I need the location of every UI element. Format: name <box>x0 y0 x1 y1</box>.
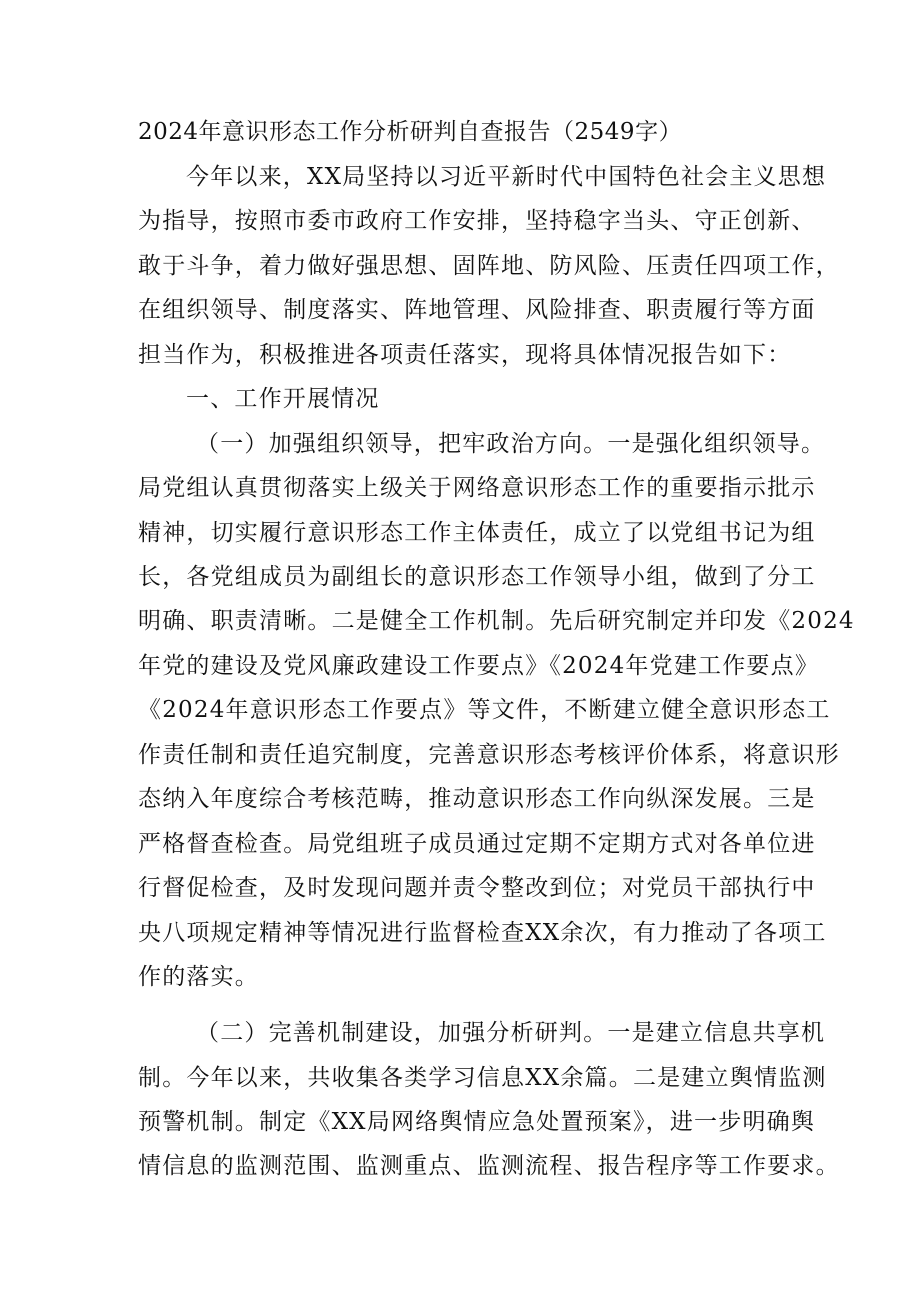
paragraph-line: 为指导，按照市委市政府工作安排，坚持稳字当头、守正创新、 <box>138 208 816 234</box>
paragraph-line: 情信息的监测范围、监测重点、监测流程、报告程序等工作要求。 <box>138 1153 840 1179</box>
section-heading: 一、工作开展情况 <box>186 386 380 412</box>
paragraph-line: （一）加强组织领导，把牢政治方向。一是强化组织领导。 <box>196 431 826 457</box>
paragraph-line: 年党的建设及党风廉政建设工作要点》《2024年党建工作要点》 <box>138 653 820 679</box>
paragraph-line: 《2024年意识形态工作要点》等文件，不断建立健全意识形态工 <box>138 697 831 723</box>
paragraph-line: 精神，切实履行意识形态工作主体责任，成立了以党组书记为组 <box>138 520 816 546</box>
document-title: 2024年意识形态工作分析研判自查报告（2549字） <box>138 119 683 145</box>
paragraph-line: 明确、职责清晰。二是健全工作机制。先后研究制定并印发《2024 <box>138 608 855 634</box>
paragraph-line: 在组织领导、制度落实、阵地管理、风险排查、职责履行等方面 <box>138 297 816 323</box>
paragraph-line: 敢于斗争，着力做好强思想、固阵地、防风险、压责任四项工作， <box>138 253 840 279</box>
paragraph-line: 局党组认真贯彻落实上级关于网络意识形态工作的重要指示批示 <box>138 475 816 501</box>
paragraph-line: 长，各党组成员为副组长的意识形态工作领导小组，做到了分工 <box>138 564 816 590</box>
paragraph-line: 态纳入年度综合考核范畴，推动意识形态工作向纵深发展。三是 <box>138 786 816 812</box>
paragraph-line: 作的落实。 <box>138 964 259 990</box>
paragraph-line: 行督促检查，及时发现问题并责令整改到位；对党员干部执行中 <box>138 875 816 901</box>
paragraph-line: 作责任制和责任追究制度，完善意识形态考核评价体系，将意识形 <box>138 742 840 768</box>
paragraph-line: 预警机制。制定《XX局网络舆情应急处置预案》，进一步明确舆 <box>138 1109 816 1135</box>
paragraph-line: 央八项规定精神等情况进行监督检查XX余次，有力推动了各项工 <box>138 920 827 946</box>
paragraph-line: 制。今年以来，共收集各类学习信息XX余篇。二是建立舆情监测 <box>138 1065 827 1091</box>
paragraph-line: （二）完善机制建设，加强分析研判。一是建立信息共享机 <box>196 1020 826 1046</box>
paragraph-line: 今年以来，XX局坚持以习近平新时代中国特色社会主义思想 <box>186 164 827 190</box>
paragraph-line: 严格督查检查。局党组班子成员通过定期不定期方式对各单位进 <box>138 831 816 857</box>
paragraph-line: 担当作为，积极推进各项责任落实，现将具体情况报告如下： <box>138 342 792 368</box>
